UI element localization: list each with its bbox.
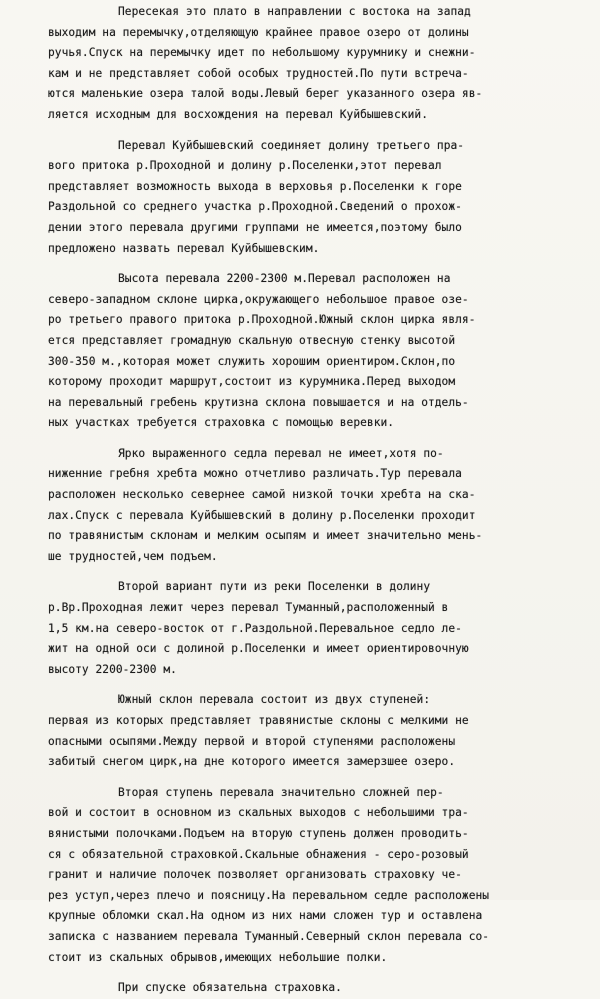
text-line: стоит из скальных обрывов,имеющих небольшие полки.	[48, 950, 388, 964]
text-line: ручья.Спуск на перемычку идет по небольшому курумнику и снежни-	[48, 46, 476, 60]
text-line: расположен несколько севернее самой низкой точки хребта на ска-	[48, 488, 476, 502]
text-line: забитый снегом цирк,на дне которого имеется замерзшее озеро.	[48, 755, 456, 769]
text-line: на перевальный гребень крутизна склона повышается и на отдель-	[48, 395, 469, 409]
text-line: которому проходит маршрут,состоит из курумника.Перед выходом	[48, 375, 456, 389]
text-line: вянистыми полочками.Подъем на вторую ступень должен проводить-	[48, 826, 469, 840]
text-line: предложено назвать перевал Куйбышевским.	[48, 241, 320, 255]
text-line: северо-западном склоне цирка,окружающего небольшое правое озе-	[48, 292, 469, 306]
text-line: первая из которых представляет травянистые склоны с мелкими не	[48, 714, 469, 727]
text-line: гранит и наличие полочек позволяет организовать страховку че-	[48, 868, 462, 882]
typewritten-text	[48, 2, 593, 999]
text-line: Высота перевала 2200-2300 м.Перевал расположен на	[118, 272, 451, 286]
text-line: вого притока р.Проходной и долину р.Поселенки,этот перевал	[48, 159, 442, 173]
text-line: по травянистым склонам и мелким осыпям и имеет значительно мень-	[48, 529, 483, 543]
text-line: представляет возможность выхода в верховья р.Поселенки к горе	[48, 179, 462, 193]
paragraph	[48, 783, 593, 968]
paragraph	[48, 444, 593, 568]
text-line: Ярко выраженного седла перевал не имеет,хотя по-	[118, 446, 444, 460]
text-line: опасными осыпями.Между первой и второй ступенями расположены	[48, 734, 456, 748]
text-line: Второй вариант пути из реки Поселенки в долину	[118, 580, 431, 594]
text-line: Южный склон перевала состоит из двух ступеней:	[118, 693, 431, 707]
text-line: Вторая ступень перевала значительно сложней пер-	[118, 785, 444, 799]
text-line: ро третьего правого притока р.Проходной.Южный склон цирка явля-	[48, 313, 476, 327]
text-line: вой и состоит в основном из скальных выходов с небольшими тра-	[48, 806, 469, 820]
text-line: лах.Спуск с перевала Куйбышевский в долину р.Поселенки проходит	[48, 508, 476, 522]
text-line: Раздольной со среднего участка р.Проходной.Сведений о прохож-	[48, 200, 462, 214]
text-line: записка с названием перевала Туманный.Северный склон перевала со-	[48, 929, 490, 943]
text-line: ных участках требуется страховка с помощью веревки.	[48, 416, 395, 430]
text-line: р.Вр.Проходная лежит через перевал Туманный,расположенный в	[48, 601, 449, 615]
text-line: высоту 2200-2300 м.	[48, 662, 177, 676]
text-line: ше трудностей,чем подъем.	[48, 549, 218, 563]
text-line: дении этого перевала другими группами не имеется,поэтому было	[48, 220, 462, 234]
paragraph	[48, 136, 593, 260]
text-line: крупные обломки скал.На одном из них нами сложен тур и оставлена	[48, 909, 483, 923]
text-line: 300-350 м.,которая может служить хорошим ориентиром.Склон,по	[48, 354, 456, 368]
text-line: При спуске обязательна страховка.	[118, 981, 342, 995]
text-line: Пересекая это плато в направлении с востока на запад	[118, 5, 471, 18]
paragraph	[48, 978, 593, 999]
text-line: кам и не представляет собой особых трудностей.По пути встреча-	[48, 66, 469, 80]
text-line: рез уступ,через плечо и поясницу.На перевальном седле расположены	[48, 888, 490, 902]
text-line: выходим на перемычку,отделяющую крайнее правое озеро от долины	[48, 25, 469, 39]
text-line: жит на одной оси с долиной р.Поселенки и имеет ориентировочную	[48, 642, 469, 656]
text-line: ляется исходным для восхождения на перевал Куйбышевский.	[48, 107, 428, 121]
paragraph	[48, 690, 593, 772]
text-line: ниженние гребня хребта можно отчетливо различать.Тур перевала	[48, 467, 462, 481]
paragraph	[48, 2, 593, 126]
text-line: 1,5 км.на северо-восток от г.Раздольной.Перевальное седло ле-	[48, 621, 462, 635]
text-line: ся с обязательной страховкой.Скальные обнажения - серо-розовый	[48, 847, 469, 861]
paragraph	[48, 269, 593, 434]
text-line: ются маленькие озера талой воды.Левый берег указанного озера яв-	[48, 87, 483, 101]
text-line: ется представляет громадную скальную отвесную стенку высотой	[48, 333, 456, 347]
text-line: Перевал Куйбышевский соединяет долину третьего пра-	[118, 138, 465, 152]
paragraph	[48, 577, 593, 680]
